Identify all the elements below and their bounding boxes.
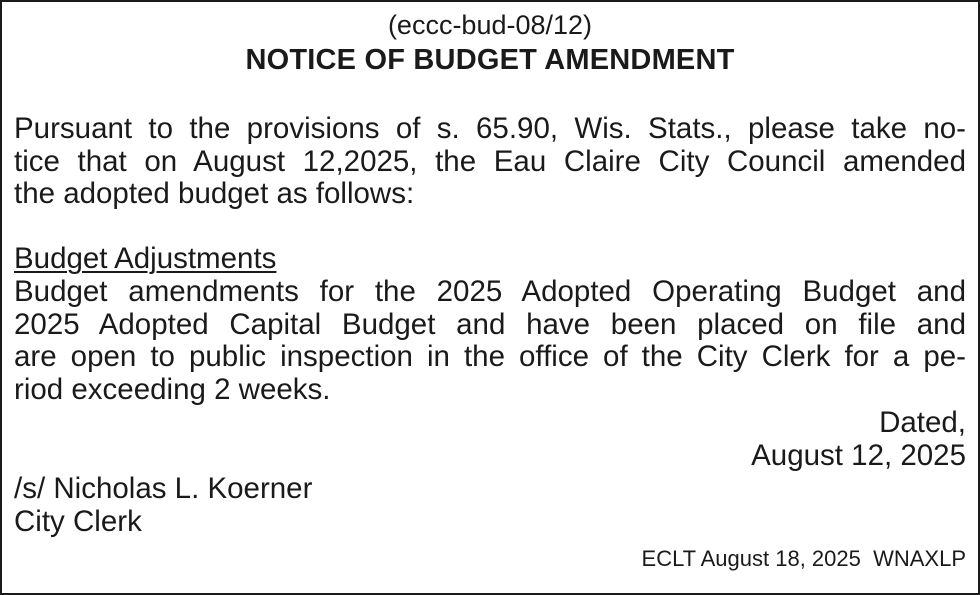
notice-title: NOTICE OF BUDGET AMENDMENT <box>245 44 735 76</box>
publication-footer: ECLT August 18, 2025 WNAXLP <box>641 546 966 571</box>
notice-content <box>14 2 966 593</box>
intro-line: the adopted budget as follows: <box>14 177 415 210</box>
dated-value: August 12, 2025 <box>751 438 966 472</box>
dated-block <box>751 407 966 472</box>
body-line: riod exceeding 2 weeks. <box>14 372 331 406</box>
signer-title: City Clerk <box>14 504 142 538</box>
body-line: Budget amendments for the 2025 Adopted Operating Budget and <box>14 275 966 308</box>
signature-block <box>14 473 312 538</box>
notice-reference: (eccc-bud-08/12) <box>387 10 593 40</box>
body-paragraph <box>14 276 966 406</box>
signature: /s/ Nicholas L. Koerner <box>14 472 313 505</box>
body-line: 2025 Adopted Capital Budget and have been placed on file and <box>14 307 966 341</box>
intro-line: Pursuant to the provisions of s. 65.90, Wis. Stats., please take no- <box>14 112 966 145</box>
dated-label: Dated, <box>879 406 966 439</box>
intro-line: tice that on August 12,2025, the Eau Claire City Council amended <box>14 144 966 178</box>
body-line: are open to public inspection in the office of the City Clerk for a pe- <box>14 340 966 373</box>
intro-paragraph <box>14 113 966 211</box>
section-heading: Budget Adjustments <box>14 242 277 275</box>
